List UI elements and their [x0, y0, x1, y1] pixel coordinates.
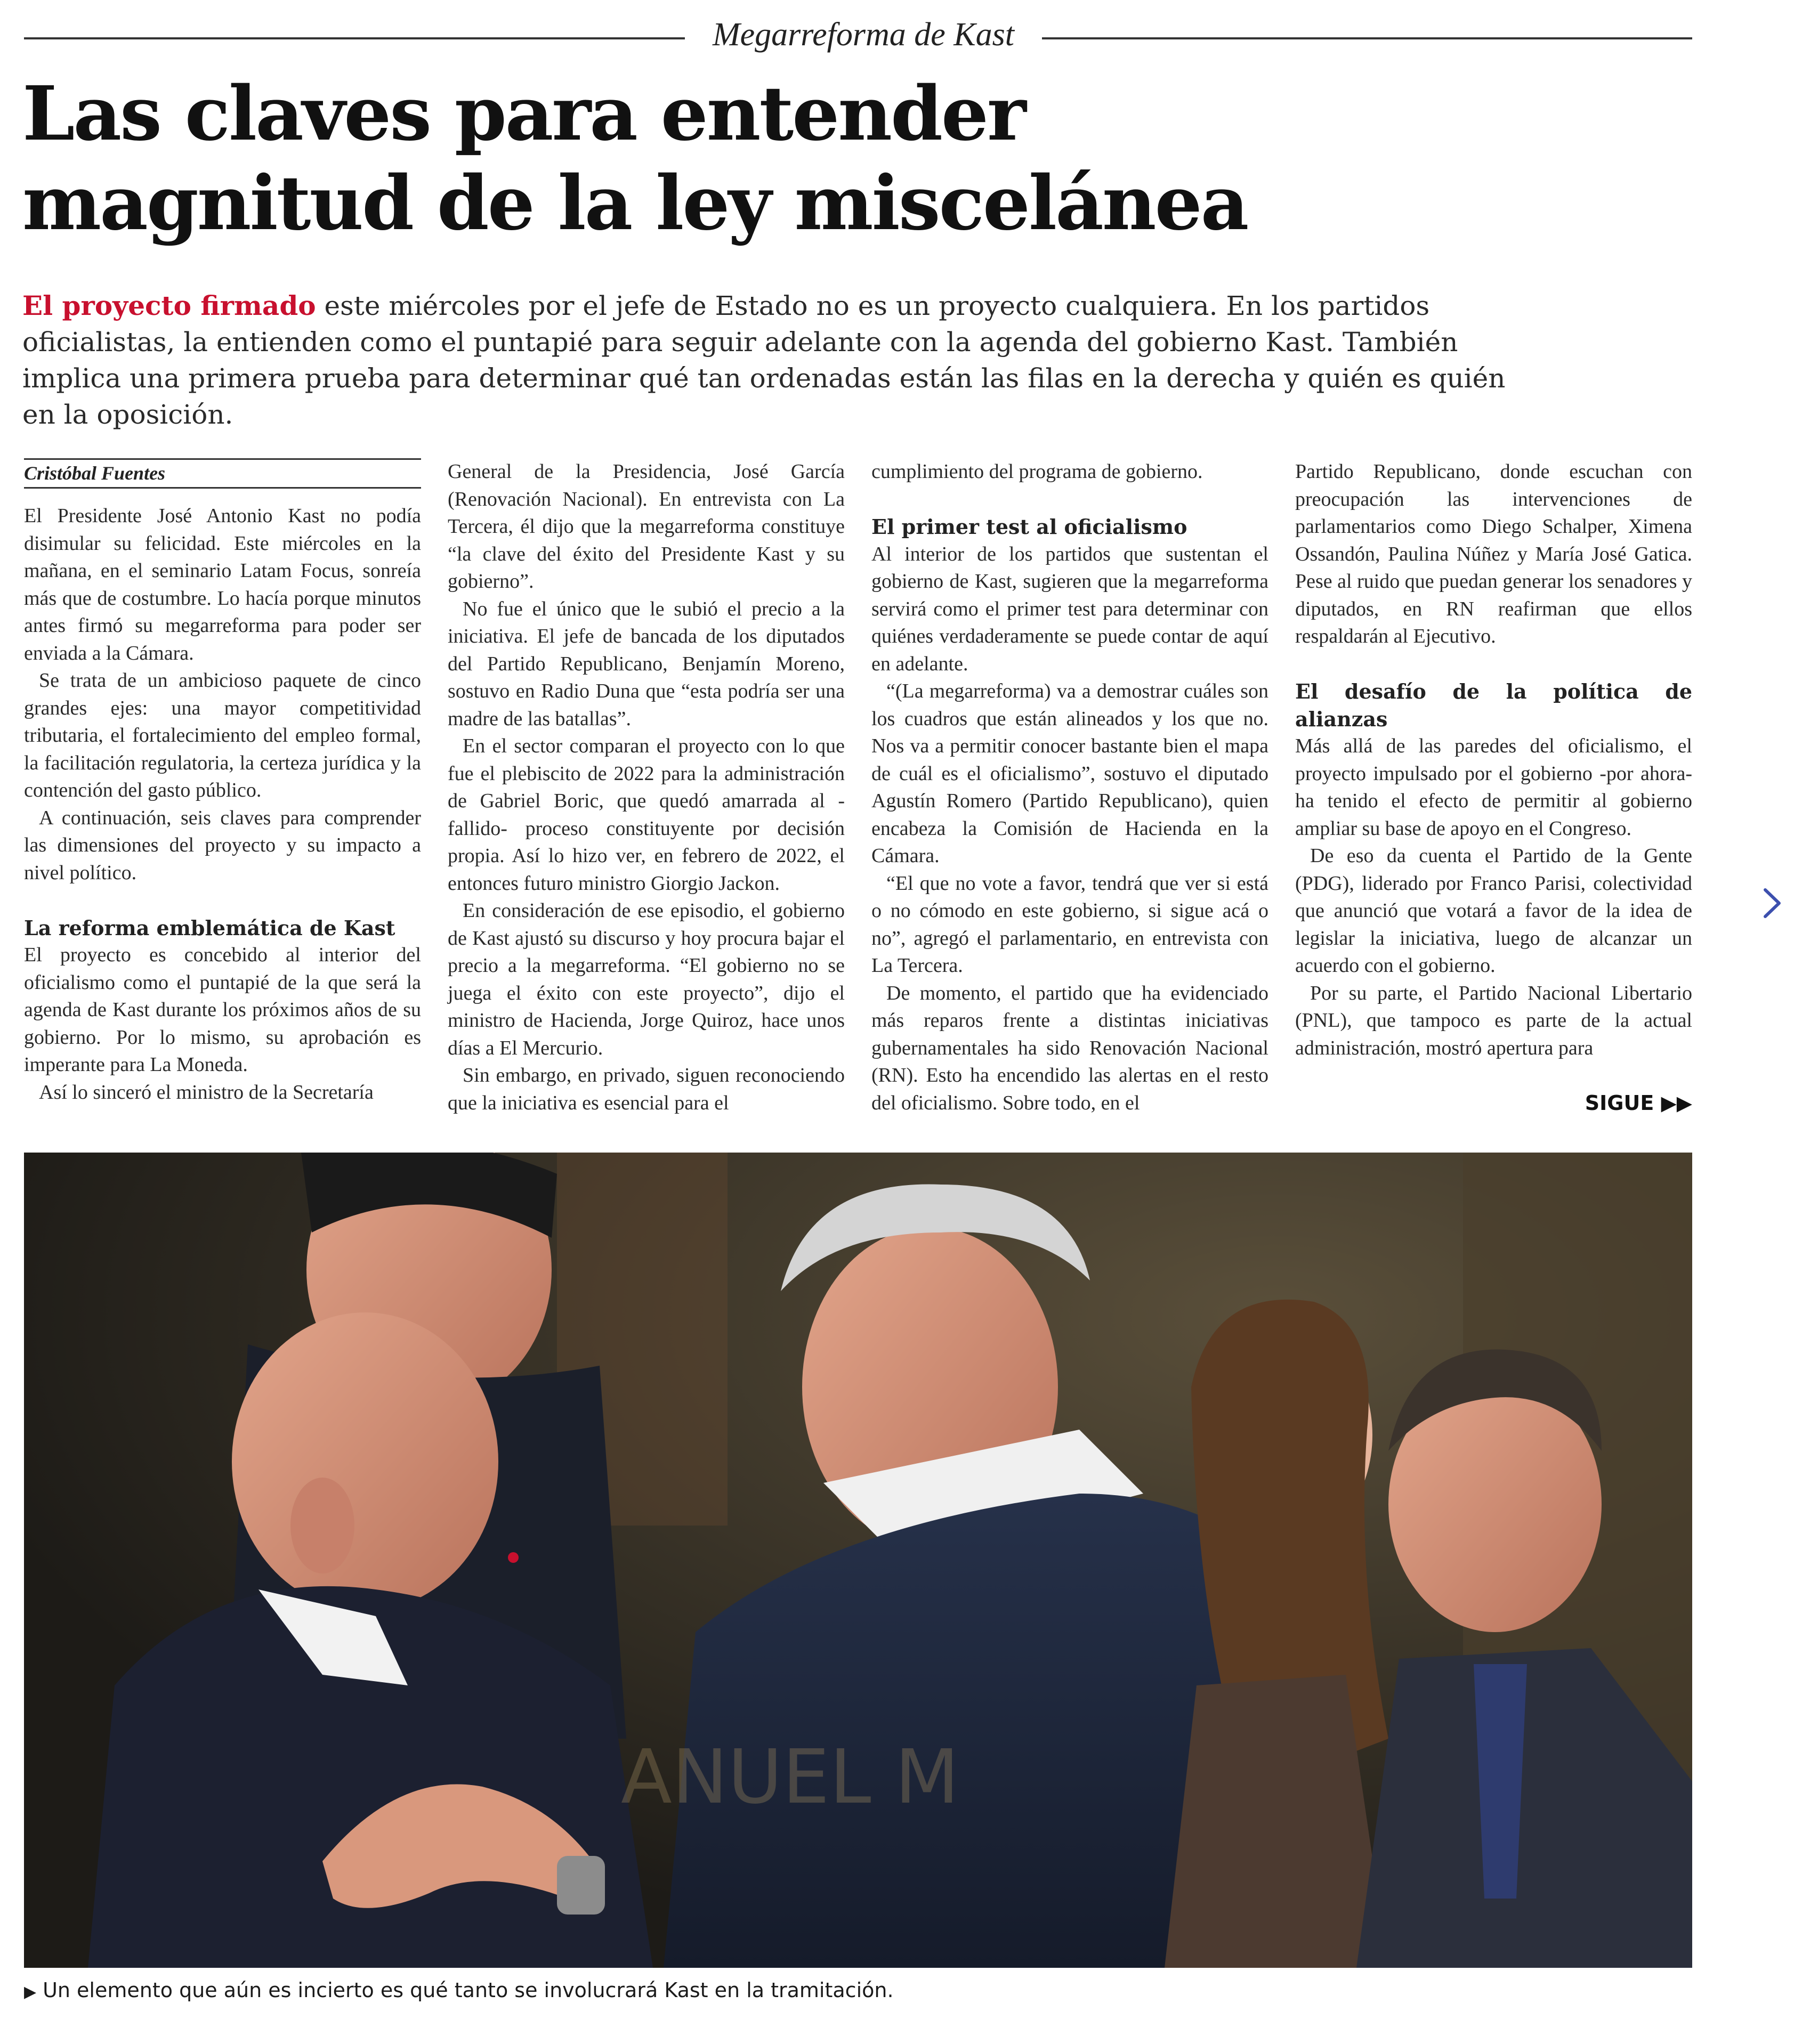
lead-highlight: El proyecto firmado	[22, 290, 316, 321]
paragraph: De eso da cuenta el Partido de la Gente (PDG), liderado por Franco Parisi, colectividad que anunció que votará a favor de la idea de legislar la iniciativa, luego de alcanzar un acuerdo con el gobierno.	[1295, 845, 1692, 977]
paragraph: No fue el único que le subió el precio a la iniciativa. El jefe de bancada de los diputados del Partido Republicano, Benjamín Moreno, sostuvo en Radio Duna que “esta podría ser una madre de las batallas”.	[448, 597, 845, 730]
section-kicker: Megarreforma de Kast	[713, 17, 1014, 53]
headline	[22, 69, 1355, 248]
paragraph: “(La megarreforma) va a demostrar cuáles son los cuadros que están alineados y los que no. Nos va a permitir conocer bastante bien el mapa de cuál es el oficialismo”, sostuvo el diputado Agustín Romero (Partido Republicano), quien encabeza la Comisión de Hacienda en la Cámara.	[871, 680, 1268, 867]
lead-text: este miércoles por el jefe de Estado no es un proyecto cualquiera. En los partidos oficialistas, la entienden como el puntapié para seguir adelante con la agenda del gobierno Kast. También implica una primera prueba para determinar qué tan ordenadas están las filas en la derecha y quién es quién en la oposición.	[22, 290, 1506, 430]
photo-caption	[24, 1977, 1676, 2006]
headline-line-1: Las claves para entender	[22, 70, 1025, 158]
next-page-button[interactable]	[1759, 885, 1785, 922]
paragraph: En el sector comparan el proyecto con lo que fue el plebiscito de 2022 para la administración de Gabriel Boric, que quedó amarrada al -fallido- proceso constituyente por decisión propia. Así lo hizo ver, en febrero de 2022, el entonces futuro ministro Giorgio Jackon.	[448, 735, 845, 895]
subheading: El desafío de la política de alianzas	[1295, 679, 1692, 731]
kicker-rule-left	[24, 37, 685, 39]
article-column-1	[24, 458, 421, 1106]
byline: Cristóbal Fuentes	[24, 463, 166, 484]
byline-box	[24, 458, 421, 489]
chevron-right-icon	[1759, 885, 1785, 922]
paragraph: Partido Republicano, donde escuchan con preocupación las intervenciones de parlamentarios como Diego Schalper, Ximena Ossandón, Paulina Núñez y María José Gatica. Pese al ruido que puedan generar los senadores y diputados, en RN reafirman que ellos respaldarán al Ejecutivo.	[1295, 460, 1692, 647]
paragraph: El Presidente José Antonio Kast no podía disimular su felicidad. Este miércoles en la mañana, en el seminario Latam Focus, sonreía más que de costumbre. Lo hacía porque minutos antes firmó su megarreforma para poder ser enviada a la Cámara.	[24, 505, 421, 664]
paragraph: Se trata de un ambicioso paquete de cinco grandes ejes: una mayor competitividad tributaria, el fortalecimiento del empleo formal, la facilitación regulatoria, la certeza jurídica y la contención del gasto público.	[24, 669, 421, 801]
subheading: El primer test al oficialismo	[871, 515, 1187, 539]
headline-line-2: magnitud de la ley miscelánea	[22, 160, 1248, 247]
paragraph: General de la Presidencia, José García (Renovación Nacional). En entrevista con La Tercera, él dijo que la megarreforma constituye “la clave del éxito del Presidente Kast y su gobierno”.	[448, 460, 845, 593]
svg-text:ANUEL M: ANUEL M	[621, 1734, 959, 1821]
caption-arrow-icon: ▶	[24, 1983, 37, 2001]
caption-text: Un elemento que aún es incierto es qué tanto se involucrará Kast en la tramitación.	[43, 1978, 894, 2002]
continue-label[interactable]: SIGUE ▶▶	[1585, 1091, 1692, 1115]
paragraph: Por su parte, el Partido Nacional Libertario (PNL), que tampoco es parte de la actual administración, mostró apertura para	[1295, 982, 1692, 1059]
paragraph: Sin embargo, en privado, siguen reconociendo que la iniciativa es esencial para el	[448, 1064, 845, 1114]
lead-paragraph	[22, 288, 1547, 433]
article-column-3	[871, 458, 1268, 1117]
article-column-4	[1295, 458, 1692, 1062]
paragraph: cumplimiento del programa de gobierno.	[871, 460, 1203, 483]
paragraph: En consideración de ese episodio, el gobierno de Kast ajustó su discurso y hoy procura bajar el precio a la megarreforma. “El gobierno no se juega el éxito con este proyecto”, dijo el ministro de Hacienda, Jorge Quiroz, hace unos días a El Mercurio.	[448, 899, 845, 1059]
subheading: La reforma emblemática de Kast	[24, 915, 395, 940]
paragraph: Así lo sinceró el ministro de la Secretaría	[39, 1081, 374, 1104]
paragraph: “El que no vote a favor, tendrá que ver si está o no cómodo en este gobierno, si sigue acá o no”, agregó el parlamentario, en entrevista con La Tercera.	[871, 872, 1268, 977]
paragraph: El proyecto es concebido al interior del oficialismo como el puntapié de la que será la agenda de Kast durante los próximos años de su gobierno. Por lo mismo, su aprobación es imperante para La Moneda.	[24, 944, 421, 1076]
kicker-rule-right	[1042, 37, 1692, 39]
paragraph: Más allá de las paredes del oficialismo, el proyecto impulsado por el gobierno -por ahora- ha tenido el efecto de permitir al gobierno ampliar su base de apoyo en el Congreso.	[1295, 735, 1692, 840]
paragraph: De momento, el partido que ha evidenciado más reparos frente a distintas iniciativas gubernamentales ha sido Renovación Nacional (RN). Esto ha encendido las alertas en el resto del oficialismo. Sobre todo, en el	[871, 982, 1268, 1114]
article-photo	[24, 1153, 1692, 1968]
paragraph: Al interior de los partidos que sustentan el gobierno de Kast, sugieren que la megarreforma servirá como el primer test para determinar con quiénes verdaderamente se puede contar de aquí en adelante.	[871, 542, 1268, 675]
paragraph: A continuación, seis claves para comprender las dimensiones del proyecto y su impacto a nivel político.	[24, 806, 421, 884]
photo-illustration	[24, 1153, 1692, 1968]
article-column-2	[448, 458, 845, 1117]
